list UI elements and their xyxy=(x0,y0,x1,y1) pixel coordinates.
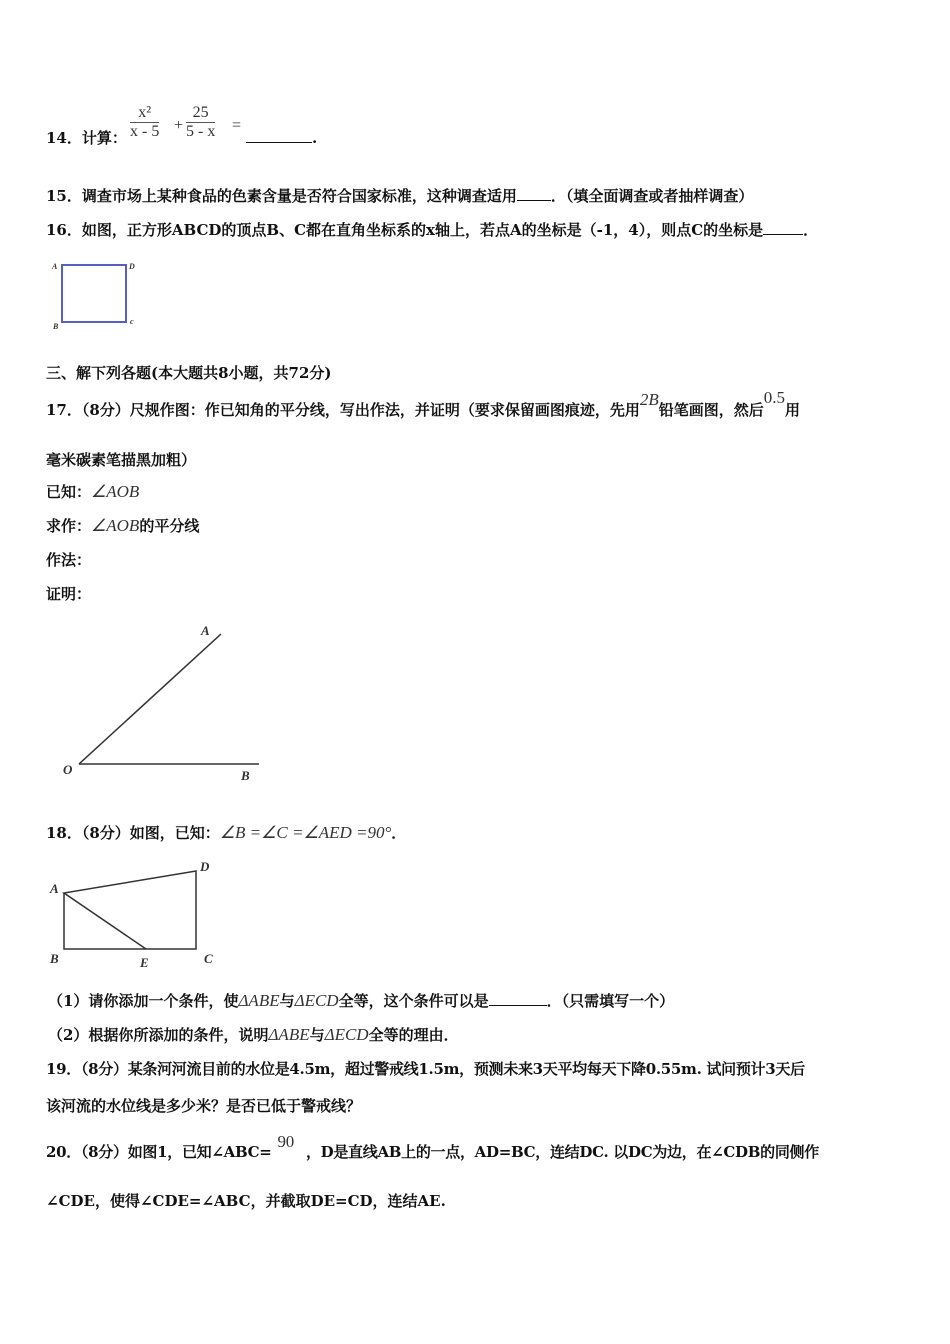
required-math: ∠AOB xyxy=(91,516,140,535)
q17-proof: 证明： xyxy=(46,585,92,603)
label-E: E xyxy=(140,955,149,970)
q17-text-1: 17．（8分）尺规作图：作已知角的平分线，写出作法，并证明（要求保留画图痕迹，先用 xyxy=(46,401,640,419)
q18-sub1 xyxy=(48,991,674,1011)
fraction-1-denominator: x - 5 xyxy=(130,123,160,140)
question-14 xyxy=(46,128,127,148)
q17-line-2: 毫米碳素笔描黑加粗） xyxy=(46,451,197,469)
s1-math-1: ΔABE xyxy=(238,991,280,1010)
q19-line-2: 该河流的水位线是多少米？是否已低于警戒线？ xyxy=(46,1097,362,1115)
q20-math-90: 90 xyxy=(277,1132,294,1151)
q18-sub2 xyxy=(48,1025,459,1045)
question-15 xyxy=(46,186,753,206)
s1-text-c: 全等，这个条件可以是 xyxy=(338,992,489,1010)
s2-text-b: 与 xyxy=(309,1026,325,1044)
known-math: ∠AOB xyxy=(91,482,140,501)
square-figure xyxy=(48,258,148,334)
q15-text: 15．调查市场上某种食品的色素含量是否符合国家标准，这种调查适用 xyxy=(46,187,517,205)
q16-end: ． xyxy=(803,221,819,239)
q17-known xyxy=(46,482,139,502)
s2-math-1: ΔABE xyxy=(268,1025,310,1044)
question-20 xyxy=(46,1132,819,1162)
q14-end: . xyxy=(312,129,318,147)
q14-answer xyxy=(246,128,317,148)
fraction-2 xyxy=(186,104,215,141)
q18-text: 18．（8分）如图，已知： xyxy=(46,824,220,842)
q15-end: ．（填全面调查或者抽样调查） xyxy=(550,187,754,205)
s1-text-d: ．（只需填写一个） xyxy=(546,992,675,1010)
section-heading: 三、解下列各题(本大题共8小题，共72分) xyxy=(46,364,332,382)
fraction-1-numerator: x² xyxy=(130,104,159,123)
label-D: D xyxy=(129,262,135,271)
q17-method: 作法： xyxy=(46,551,92,569)
q17-required xyxy=(46,516,199,536)
q19-line-1: 19．（8分）某条河河流目前的水位是4.5m，超过警戒线1.5m，预测未来3天平均每天下降0.55m. 试问预计3天后 xyxy=(46,1060,805,1078)
required-label: 求作： xyxy=(46,517,92,535)
fraction-2-denominator: 5 - x xyxy=(186,123,216,140)
q17-math-2b: 2B xyxy=(639,390,659,409)
q18-math: ∠B =∠C =∠AED =90° xyxy=(219,823,392,842)
q17-math-05: 0.5 xyxy=(763,388,785,407)
answer-blank xyxy=(517,186,551,201)
q20-line-2: ∠CDE，使得∠CDE=∠ABC，并截取DE=CD，连结AE. xyxy=(46,1192,446,1210)
required-end: 的平分线 xyxy=(139,517,200,535)
answer-blank xyxy=(489,991,547,1006)
label-A: A xyxy=(52,262,58,271)
q14-label: 14．计算： xyxy=(46,129,127,147)
question-18 xyxy=(46,823,406,843)
quadrilateral-figure xyxy=(44,855,234,975)
label-B: B xyxy=(50,951,59,966)
label-C: C xyxy=(204,951,213,966)
label-A: A xyxy=(201,623,210,638)
s2-text-c: 全等的理由． xyxy=(368,1026,459,1044)
s2-math-2: ΔECD xyxy=(324,1025,369,1044)
q20-text-2: ，D是直线AB上的一点，AD=BC，连结DC. 以DC为边，在∠CDB的同侧作 xyxy=(305,1143,819,1161)
q18-end: ． xyxy=(391,824,407,842)
q16-text: 16．如图，正方形ABCD的顶点B、C都在直角坐标系的x轴上，若点A的坐标是（-1，4），则点C的坐标是 xyxy=(46,221,764,239)
plus-sign: + xyxy=(174,117,184,134)
angle-figure xyxy=(55,618,275,788)
s2-text-a: （2）根据你所添加的条件，说明 xyxy=(48,1026,269,1044)
fraction-1 xyxy=(130,104,159,141)
q17-text-3: 用 xyxy=(784,401,800,419)
question-17 xyxy=(46,388,800,420)
label-O: O xyxy=(63,762,73,777)
answer-blank xyxy=(763,220,803,235)
question-16 xyxy=(46,220,818,240)
label-B: B xyxy=(241,768,250,783)
equals-sign: = xyxy=(232,117,242,134)
label-B: B xyxy=(53,322,59,331)
label-A: A xyxy=(50,881,59,896)
s1-text-b: 与 xyxy=(279,992,295,1010)
fraction-2-numerator: 25 xyxy=(186,104,215,123)
label-D: D xyxy=(200,859,210,874)
known-label: 已知： xyxy=(46,483,92,501)
q17-text-2: 铅笔画图，然后 xyxy=(658,401,764,419)
label-C: c xyxy=(130,317,134,326)
s1-math-2: ΔECD xyxy=(294,991,339,1010)
s1-text-a: （1）请你添加一个条件，使 xyxy=(48,992,239,1010)
answer-blank xyxy=(246,128,312,143)
q20-text-1: 20．（8分）如图1，已知∠ABC= xyxy=(46,1143,272,1161)
